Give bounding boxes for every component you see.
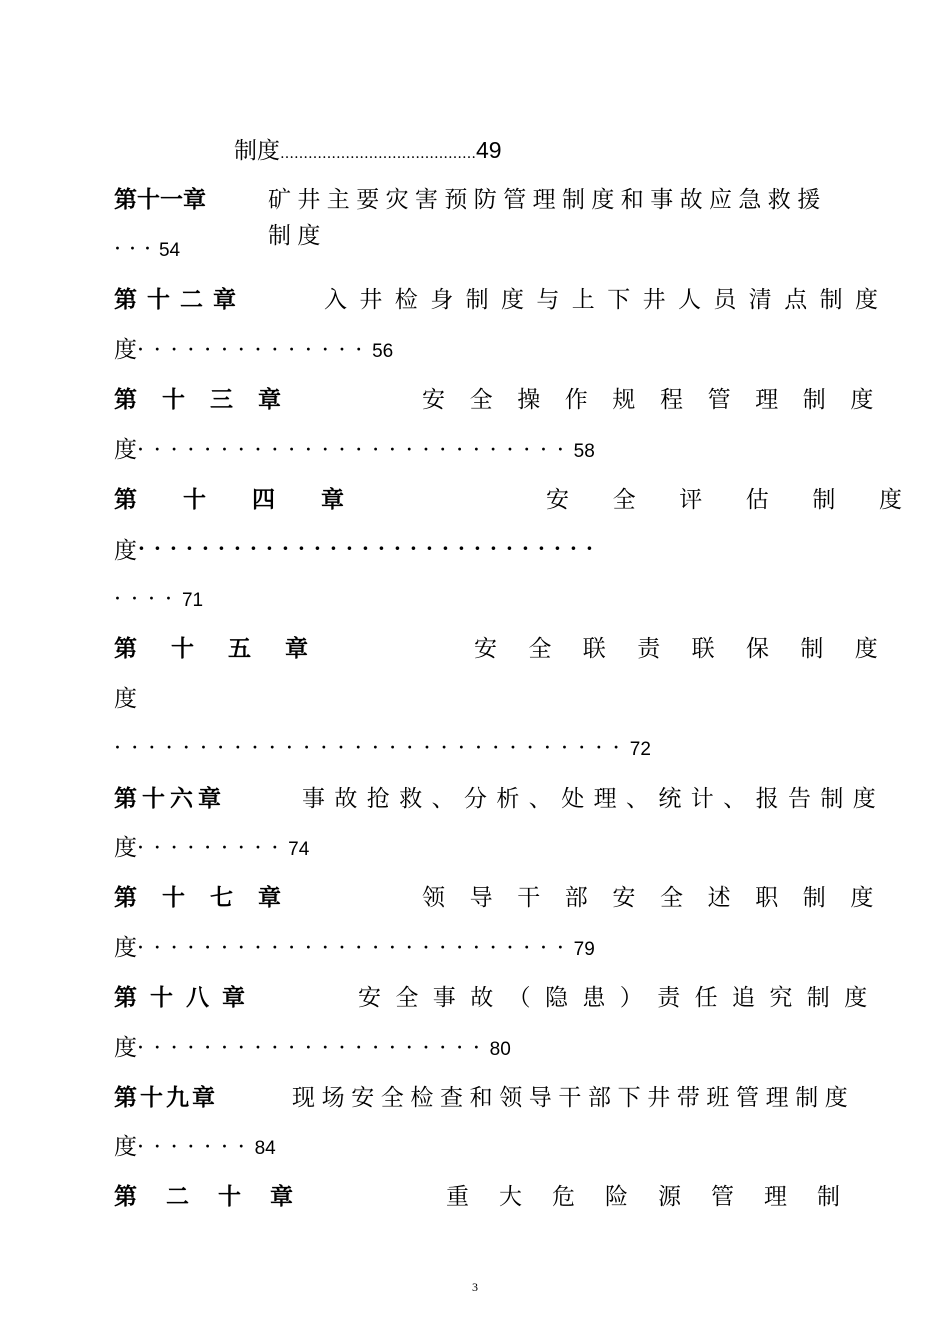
toc-leader-line xyxy=(114,681,137,718)
chapter-label: 第十八章 xyxy=(114,985,258,1011)
toc-leader: ·························· xyxy=(137,438,574,463)
toc-leader: ······· xyxy=(137,1135,255,1160)
chapter-label: 第十三章 xyxy=(114,387,306,413)
chapter-title: 领导干部安全述职制度 xyxy=(422,885,898,911)
toc-page: 54 xyxy=(158,240,181,261)
toc-leader-prefix: 度 xyxy=(114,686,137,712)
toc-page: 71 xyxy=(181,590,204,611)
toc-leader-line-2 xyxy=(114,731,651,768)
chapter-title: 安全联责联保制度 xyxy=(474,636,910,662)
chapter-title: 安全操作规程管理制度 xyxy=(422,387,898,413)
chapter-label: 第十九章 xyxy=(114,1085,218,1111)
toc-leader-line xyxy=(114,1129,276,1167)
chapter-title: 现场安全检查和领导干部下井带班管理制度 xyxy=(292,1085,855,1111)
chapter-title: 安全评估制度 xyxy=(546,487,946,513)
chapter-title: 重大危险源管理制 xyxy=(446,1184,870,1210)
toc-page: 72 xyxy=(629,739,651,760)
toc-leader-line xyxy=(114,232,180,269)
chapter-label: 第十四章 xyxy=(114,487,390,513)
chapter-label: 第十七章 xyxy=(114,885,306,911)
toc-leader-line xyxy=(114,332,393,370)
chapter-label: 第十一章 xyxy=(114,187,206,213)
toc-leader-line xyxy=(114,830,309,868)
toc-leader: ····················· xyxy=(137,1036,490,1061)
toc-page: 58 xyxy=(573,441,595,462)
chapter-title: 安全事故（隐患）责任追究制度 xyxy=(358,985,882,1011)
page-number: 3 xyxy=(472,1280,478,1294)
chapter-label: 第十五章 xyxy=(114,636,342,662)
chapter-title: 矿井主要灾害预防管理制度和事故应急救援制度 xyxy=(268,187,827,249)
chapter-title: 入井检身制度与上下井人员清点制度 xyxy=(324,287,891,313)
toc-page: 79 xyxy=(573,939,595,960)
toc-leader-prefix: 度 xyxy=(114,538,137,564)
chapter-label: 第十二章 xyxy=(114,287,246,313)
toc-leader: ·························· xyxy=(137,936,574,961)
toc-leader: ······························ xyxy=(114,736,630,761)
toc-leader: ····························· xyxy=(137,532,602,565)
toc-leader: ·············· xyxy=(137,338,373,363)
toc-leader-line-2 xyxy=(114,582,203,619)
toc-carry-page: 49 xyxy=(476,137,502,163)
toc-carry-text: 制度 xyxy=(234,138,280,164)
toc-leader-line xyxy=(114,432,595,470)
toc-leader-prefix: 度 xyxy=(114,835,137,861)
toc-carry-over xyxy=(234,132,502,172)
toc-leader-prefix: 度 xyxy=(114,1035,137,1061)
toc-leader-line xyxy=(114,1030,511,1068)
chapter-label: 第十六章 xyxy=(114,786,226,812)
chapter-title: 事故抢救、分析、处理、统计、报告制度 xyxy=(302,786,886,812)
toc-leader: ··· xyxy=(114,237,159,262)
toc-leader: ···· xyxy=(114,587,182,612)
toc-leader-line xyxy=(114,930,595,968)
toc-page: 84 xyxy=(254,1138,276,1159)
toc-leader-line xyxy=(114,531,601,570)
toc-page: 80 xyxy=(489,1039,511,1060)
toc-leader-prefix: 度 xyxy=(114,935,137,961)
toc-leader-prefix: 度 xyxy=(114,337,137,363)
toc-leader-prefix: 度 xyxy=(114,437,137,463)
toc-page: 74 xyxy=(288,839,310,860)
toc-page: 56 xyxy=(372,341,394,362)
toc-carry-dots: …………………………………… xyxy=(280,146,476,162)
toc-leader: ········· xyxy=(137,836,289,861)
toc-leader-prefix: 度 xyxy=(114,1134,137,1160)
chapter-label: 第二十章 xyxy=(114,1184,322,1210)
